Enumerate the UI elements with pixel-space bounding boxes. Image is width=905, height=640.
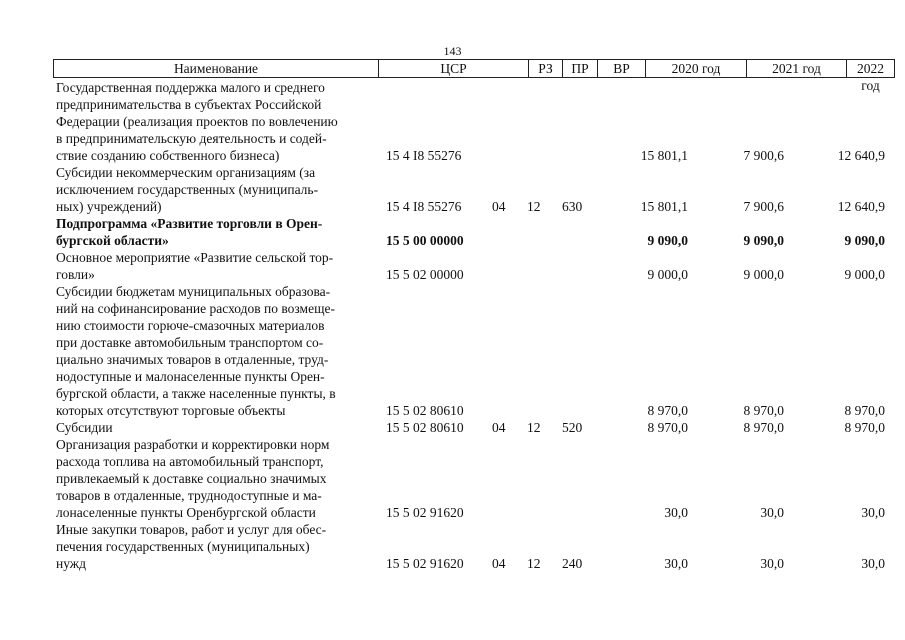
row-name-line: при доставке автомобильным транспортом со- — [56, 335, 324, 350]
row-name — [56, 79, 366, 164]
row-value-2021: 9 090,0 — [743, 233, 784, 248]
row-name — [56, 283, 366, 419]
row-name-line: исключением государственных (муниципаль- — [56, 182, 319, 197]
header-2022: 2022 год — [857, 61, 884, 93]
row-value-2020: 30,0 — [664, 556, 688, 571]
row-name-line: бургской области» — [56, 233, 169, 248]
row-csr: 15 5 02 80610 — [386, 420, 464, 435]
row-csr: 15 5 00 00000 — [386, 233, 464, 248]
row-name-line: нодоступные и малонаселенные пункты Орен- — [56, 369, 325, 384]
row-name-line: лонаселенные пункты Оренбургской области — [56, 505, 316, 520]
row-name-line: Субсидии — [56, 420, 113, 435]
row-csr: 15 4 I8 55276 — [386, 199, 462, 214]
row-name-line: Основное мероприятие «Развитие сельской тор- — [56, 250, 334, 265]
row-value-2021: 8 970,0 — [743, 420, 784, 435]
header-pr: ПР — [563, 60, 598, 77]
row-name — [56, 215, 366, 249]
table-row — [0, 249, 905, 283]
row-name-line: нужд — [56, 556, 86, 571]
row-rz: 04 — [492, 556, 506, 571]
row-csr: 15 5 02 91620 — [386, 505, 464, 520]
row-name-line: Субсидии некоммерческим организациям (за — [56, 165, 316, 180]
row-name-line: Иные закупки товаров, работ и услуг для обес- — [56, 522, 327, 537]
row-rz: 04 — [492, 199, 506, 214]
table-row — [0, 164, 905, 215]
row-name-line: предпринимательства в субъектах Российской — [56, 97, 322, 112]
row-pr: 12 — [527, 199, 541, 214]
row-name-line: ствие созданию собственного бизнеса) — [56, 148, 280, 163]
table-row — [0, 436, 905, 521]
row-value-2022: 8 970,0 — [844, 403, 885, 418]
row-name — [56, 419, 366, 436]
row-csr: 15 5 02 00000 — [386, 267, 464, 282]
row-name-line: расхода топлива на автомобильный транспорт, — [56, 454, 324, 469]
row-name-line: печения государственных (муниципальных) — [56, 539, 310, 554]
table-body — [0, 79, 905, 572]
row-value-2021: 30,0 — [760, 556, 784, 571]
row-value-2020: 30,0 — [664, 505, 688, 520]
row-csr: 15 4 I8 55276 — [386, 148, 462, 163]
row-name-line: товаров в отдаленные, труднодоступные и ма- — [56, 488, 322, 503]
row-pr: 12 — [527, 556, 541, 571]
row-vr: 630 — [562, 199, 583, 214]
row-name-line: Федерации (реализация проектов по вовлечению — [56, 114, 338, 129]
row-name-line: Подпрограмма «Развитие торговли в Орен- — [56, 216, 323, 231]
table-row — [0, 79, 905, 164]
row-name-line: привлекаемый к доставке социально значимых — [56, 471, 327, 486]
row-value-2022: 30,0 — [861, 556, 885, 571]
row-vr: 240 — [562, 556, 583, 571]
row-csr: 15 5 02 80610 — [386, 403, 464, 418]
row-name-line: Субсидии бюджетам муниципальных образова- — [56, 284, 331, 299]
row-value-2022: 12 640,9 — [837, 148, 885, 163]
row-value-2022: 8 970,0 — [844, 420, 885, 435]
row-name — [56, 249, 366, 283]
row-value-2021: 8 970,0 — [743, 403, 784, 418]
row-value-2020: 15 801,1 — [640, 148, 688, 163]
row-value-2021: 9 000,0 — [743, 267, 784, 282]
row-vr: 520 — [562, 420, 583, 435]
row-name — [56, 164, 366, 215]
header-csr: ЦСР — [379, 60, 529, 77]
table-row — [0, 215, 905, 249]
row-name-line: говли» — [56, 267, 95, 282]
row-value-2020: 15 801,1 — [640, 199, 688, 214]
row-value-2022: 9 090,0 — [844, 233, 885, 248]
row-name-line: Организация разработки и корректировки норм — [56, 437, 330, 452]
row-value-2022: 12 640,9 — [837, 199, 885, 214]
row-rz: 04 — [492, 420, 506, 435]
header-name: Наименование — [54, 60, 379, 77]
row-name-line: ний на софинансирование расходов по возмеще- — [56, 301, 335, 316]
row-value-2020: 9 090,0 — [647, 233, 688, 248]
table-row — [0, 283, 905, 419]
row-value-2021: 30,0 — [760, 505, 784, 520]
header-2020: 2020 год — [646, 60, 747, 77]
row-name — [56, 521, 366, 572]
page-number: 143 — [443, 44, 462, 58]
row-name-line: ных) учреждений) — [56, 199, 162, 214]
row-value-2020: 9 000,0 — [647, 267, 688, 282]
row-value-2021: 7 900,6 — [743, 199, 784, 214]
row-name — [56, 436, 366, 521]
row-csr: 15 5 02 91620 — [386, 556, 464, 571]
row-pr: 12 — [527, 420, 541, 435]
table-row — [0, 521, 905, 572]
row-name-line: Государственная поддержка малого и среднего — [56, 80, 325, 95]
row-name-line: циально значимых товаров в отдаленные, труд- — [56, 352, 329, 367]
row-name-line: бургской области, а также населенные пункты, в — [56, 386, 336, 401]
row-value-2021: 7 900,6 — [743, 148, 784, 163]
row-name-line: которых отсутствуют торговые объекты — [56, 403, 286, 418]
row-name-line: в предпринимательскую деятельность и содей- — [56, 131, 327, 146]
row-name-line: нию стоимости горюче-смазочных материалов — [56, 318, 325, 333]
table-row — [0, 419, 905, 436]
row-value-2020: 8 970,0 — [647, 403, 688, 418]
row-value-2020: 8 970,0 — [647, 420, 688, 435]
header-2021: 2021 год — [747, 60, 847, 77]
header-vr: ВР — [598, 60, 646, 77]
row-value-2022: 30,0 — [861, 505, 885, 520]
row-value-2022: 9 000,0 — [844, 267, 885, 282]
header-rz: РЗ — [529, 60, 563, 77]
